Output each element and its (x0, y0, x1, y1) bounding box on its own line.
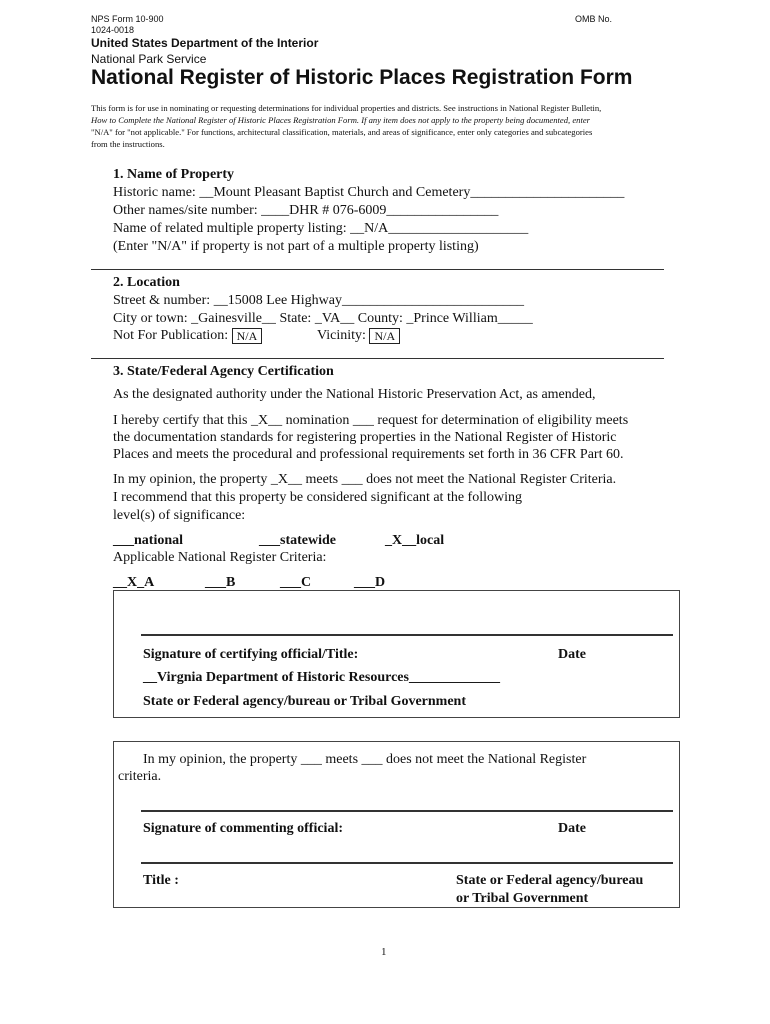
level-national[interactable]: ___national (113, 533, 184, 548)
section-2-heading: 2. Location (113, 275, 180, 290)
criteria-label: Applicable National Register Criteria: (113, 550, 327, 565)
opinion-line-1: In my opinion, the property _X__ meets ___ does not meet the National Register Criteria. (113, 472, 617, 487)
vicinity-label: Vicinity: (317, 328, 366, 343)
divider (91, 269, 664, 270)
related-listing-label: Name of related multiple property listing: (113, 221, 347, 236)
omb-number: OMB No. (575, 14, 613, 24)
other-names-row (113, 202, 498, 219)
related-listing-row (113, 220, 528, 237)
comment-title-label: Title : (143, 873, 179, 888)
related-listing-value: __N/A____________________ (350, 221, 529, 236)
street-row (113, 292, 524, 309)
nfp-label: Not For Publication: (113, 328, 229, 343)
opinion-line-3: level(s) of significance: (113, 508, 246, 523)
authority-text: As the designated authority under the National Historic Preservation Act, as amended, (113, 387, 596, 402)
certify-line-2: the documentation standards for registering properties in the National Register of Historic (113, 430, 617, 445)
section-3-heading: 3. State/Federal Agency Certification (113, 364, 334, 379)
state-value: _VA__ (314, 311, 355, 326)
certifying-agency-label: State or Federal agency/bureau or Tribal Government (143, 694, 467, 709)
divider (91, 358, 664, 359)
street-value: __15008 Lee Highway__________________________ (213, 293, 525, 308)
criteria-c[interactable]: ___C (280, 575, 312, 590)
form-number: NPS Form 10-900 (91, 14, 164, 24)
level-local[interactable]: _X__local (385, 533, 445, 548)
historic-name-row (113, 184, 624, 201)
comment-agency-line-1: State or Federal agency/bureau (456, 873, 644, 888)
comment-opinion-line-2: criteria. (118, 769, 162, 784)
enter-na-note: (Enter "N/A" if property is not part of a multiple property listing) (113, 239, 479, 254)
street-label: Street & number: (113, 293, 211, 308)
city-label: City or town: (113, 311, 188, 326)
certifying-date-label: Date (558, 647, 586, 662)
comment-title-line[interactable] (141, 862, 673, 864)
vicinity-field[interactable]: N/A (369, 328, 400, 344)
opinion-line-2: I recommend that this property be considered significant at the following (113, 490, 522, 505)
nfp-field[interactable]: N/A (232, 328, 263, 344)
county-label: County: (357, 311, 403, 326)
other-names-value: ____DHR # 076-6009________________ (261, 203, 499, 218)
level-statewide[interactable]: ___statewide (259, 533, 336, 548)
criteria-a[interactable]: __X_A (113, 575, 155, 590)
commenting-signature-label: Signature of commenting official: (143, 821, 343, 836)
page-number: 1 (381, 946, 387, 958)
signature-line[interactable] (141, 634, 673, 636)
historic-name-label: Historic name: (113, 185, 196, 200)
criteria-b[interactable]: ___B (205, 575, 236, 590)
intro-line-1: This form is for use in nominating or requesting determinations for individual properties and districts. See instructions in National Register Bulletin, (91, 103, 602, 113)
service-name: National Park Service (91, 52, 207, 66)
criteria-d[interactable]: ___D (354, 575, 386, 590)
intro-line-2: How to Complete the National Register of Historic Places Registration Form. If any item does not apply to the property being documented, enter (91, 115, 590, 125)
comment-agency-line-2: or Tribal Government (456, 891, 589, 906)
intro-text (91, 102, 601, 150)
section-1-heading: 1. Name of Property (113, 167, 235, 182)
department-name: United States Department of the Interior (91, 36, 319, 50)
comment-opinion-line-1: In my opinion, the property ___ meets ___ does not meet the National Register (143, 752, 587, 767)
page-title: National Register of Historic Places Registration Form (91, 66, 633, 89)
state-label: State: (279, 311, 312, 326)
certifying-signature-label: Signature of certifying official/Title: (143, 647, 359, 662)
certify-line-1: I hereby certify that this _X__ nomination ___ request for determination of eligibility meets (113, 413, 629, 428)
city-value: _Gainesville__ (191, 311, 276, 326)
intro-line-4: from the instructions. (91, 139, 165, 149)
comment-signature-line[interactable] (141, 810, 673, 812)
commenting-date-label: Date (558, 821, 586, 836)
city-row (113, 310, 533, 327)
certifying-agency-value: __Virgnia Department of Historic Resources_____________ (143, 670, 500, 685)
intro-line-3: "N/A" for "not applicable." For functions, architectural classification, materials, and areas of significance, enter only categories and subcategories (91, 127, 593, 137)
not-for-publication-row (113, 327, 262, 344)
other-names-label: Other names/site number: (113, 203, 258, 218)
certify-line-3: Places and meets the procedural and professional requirements set forth in 36 CFR Part 60. (113, 447, 624, 462)
omb-code: 1024-0018 (91, 25, 135, 35)
county-value: _Prince William_____ (406, 311, 533, 326)
historic-name-value: __Mount Pleasant Baptist Church and Cemetery______________________ (199, 185, 625, 200)
vicinity-row (317, 327, 400, 344)
